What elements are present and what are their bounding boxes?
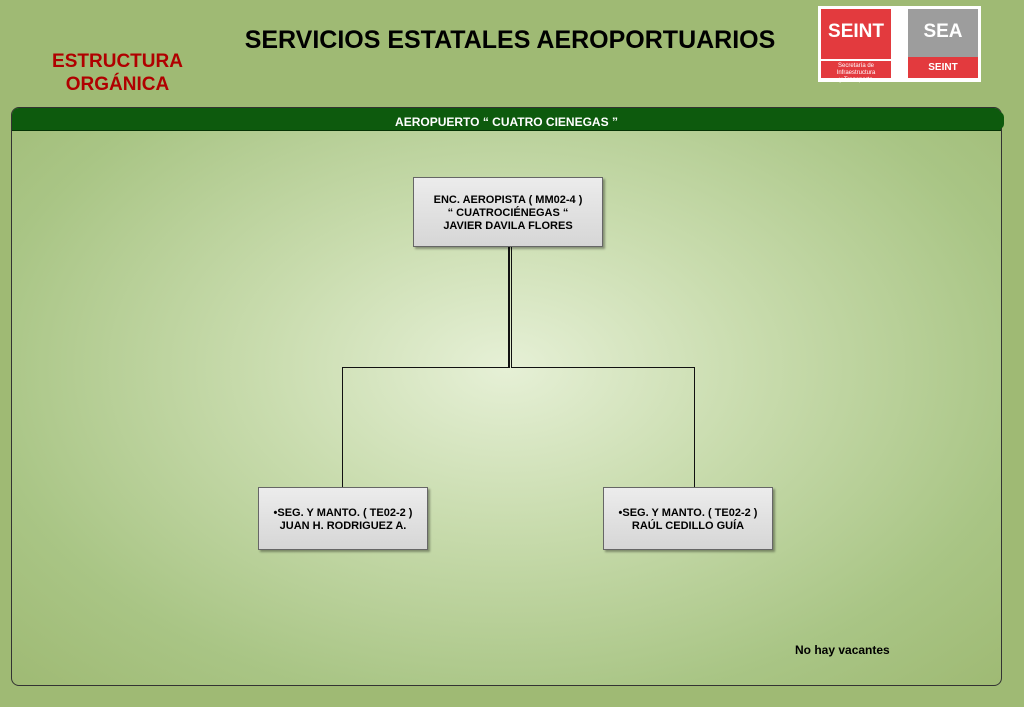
- seint-logo-caption: [821, 63, 891, 84]
- seint-logo: [821, 9, 891, 83]
- connector-horizontal-left: [342, 367, 509, 368]
- org-node-person: RAÚL CEDILLO GUÍA: [631, 520, 745, 532]
- sea-logo-band: SEINT: [908, 57, 978, 78]
- connector-horizontal-right: [511, 367, 695, 368]
- org-node-person: JAVIER DAVILA FLORES: [443, 220, 573, 232]
- org-node-title: ENC. AEROPISTA ( MM02-4 ): [433, 194, 583, 206]
- panel-header-tab: [998, 112, 1004, 129]
- org-node-title: •SEG. Y MANTO. ( TE02-2 ): [273, 507, 413, 519]
- connector-vertical-top-a: [508, 247, 510, 368]
- logos: [818, 6, 981, 82]
- org-node-person: JUAN H. RODRIGUEZ A.: [279, 520, 407, 532]
- sea-logo-word: SEA: [923, 21, 963, 42]
- page-title: SERVICIOS ESTATALES AEROPORTUARIOS: [244, 26, 776, 54]
- section-subtitle: [40, 50, 195, 96]
- panel-header: [12, 108, 1001, 131]
- org-node-seg-manto-right: [603, 487, 773, 550]
- seint-caption-line-2: y Transporte: [839, 77, 873, 83]
- seint-logo-word: SEINT: [828, 21, 884, 42]
- connector-vertical-left: [342, 367, 343, 487]
- seint-logo-bar: [821, 59, 891, 61]
- org-node-enc-aeropista: [413, 177, 603, 247]
- vacancy-note: No hay vacantes: [795, 643, 890, 657]
- connector-vertical-right: [694, 367, 695, 487]
- sea-logo: [908, 9, 978, 78]
- org-node-location: “ CUATROCIÉNEGAS “: [447, 207, 569, 219]
- org-node-seg-manto-left: [258, 487, 428, 550]
- subtitle-line-2: ORGÁNICA: [65, 74, 170, 95]
- subtitle-line-1: ESTRUCTURA: [52, 51, 183, 72]
- org-node-title: •SEG. Y MANTO. ( TE02-2 ): [618, 507, 758, 519]
- seint-caption-line-1: Secretaría de Infraestructura: [836, 63, 876, 76]
- connector-vertical-top-b: [511, 247, 512, 368]
- panel-header-label: AEROPUERTO “ CUATRO CIENEGAS ”: [395, 115, 618, 129]
